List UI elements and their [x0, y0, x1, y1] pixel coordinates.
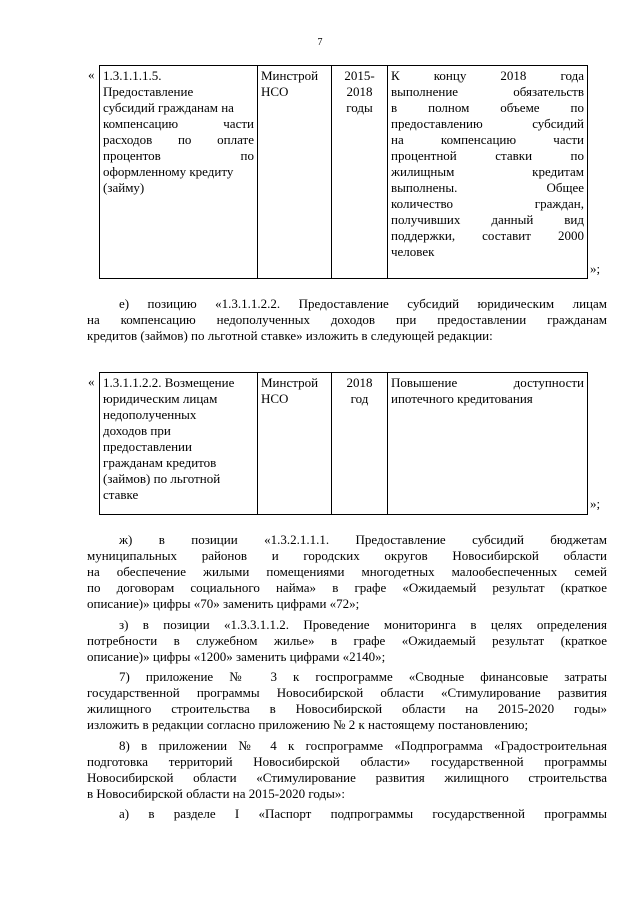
table2-col-executor [258, 373, 332, 515]
paragraph-line: по договорам социального найма» в графе «Ожидаемый результат (краткое [87, 580, 607, 595]
paragraph-line: ж) в позиции «1.3.2.1.1.1. Предоставление субсидий бюджетам [119, 532, 607, 547]
table1-col4-line: на компенсацию части [391, 132, 584, 147]
paragraph-e [87, 296, 607, 344]
table2-col-period [332, 373, 388, 515]
table2-col3-line: год [350, 391, 369, 406]
table1-col-result [388, 66, 588, 279]
table1-col4-line: процентной ставки по [391, 148, 584, 163]
table1-col3-line: 2018 [346, 84, 373, 99]
table1-col4-line: выполнение обязательств [391, 84, 584, 99]
table2-col1-line: юридическим лицам [103, 391, 218, 406]
paragraph-7 [87, 669, 607, 733]
table1-col1-line: субсидий гражданам на [103, 100, 234, 115]
table1-col4-line: в полном объеме по [391, 100, 584, 115]
table1-col4-line: получивших данный вид [391, 212, 584, 227]
table1-quote-open: « [88, 67, 95, 82]
table2-col1-line: (займов) по льготной [103, 471, 221, 486]
table1-col3-line: 2015- [344, 68, 375, 83]
table2-col1-line: доходов при [103, 423, 171, 438]
table2-col2-line: НСО [261, 391, 289, 406]
table2-col4-line: Повышение доступности [391, 375, 584, 390]
table2-col1-line: гражданам кредитов [103, 455, 217, 470]
table1-col4-line: жилищным кредитам [391, 164, 584, 179]
table2-col1-line: недополученных [103, 407, 197, 422]
table1-col1-line: компенсацию части [103, 116, 254, 131]
table1-col4-line: выполнены. Общее [391, 180, 584, 195]
table2-col-position [100, 373, 258, 515]
table1-col1-line: (займу) [103, 180, 145, 195]
table1-col1-line: расходов по оплате [103, 132, 254, 147]
paragraph-zh [87, 532, 607, 612]
table-1 [99, 65, 588, 279]
table1-col4-line: поддержки, составит 2000 [391, 228, 584, 243]
table2-col3-line: 2018 [346, 375, 373, 390]
paragraph-8 [87, 738, 607, 802]
table-2 [99, 372, 588, 515]
table1-col-period [332, 66, 388, 279]
paragraph-line: подготовка территорий Новосибирской области» государственной программы [87, 754, 607, 769]
paragraph-line: в Новосибирской области на 2015-2020 годы»: [87, 786, 345, 801]
table1-col4-line: количество граждан, [391, 196, 584, 211]
table2-col1-line: ставке [103, 487, 139, 502]
table1-col1-line: оформленному кредиту [103, 164, 234, 179]
table1-col1-line: Предоставление [103, 84, 194, 99]
table2-col1-line: 1.3.1.1.2.2. Возмещение [103, 375, 235, 390]
paragraph-line: 7) приложение № 3 к госпрограмме «Сводные финансовые затраты [119, 669, 607, 684]
paragraph-line: 8) в приложении № 4 к госпрограмме «Подпрограмма «Градостроительная [119, 738, 607, 753]
table1-col1-line: 1.3.1.1.1.5. [103, 68, 162, 83]
paragraph-line: изложить в редакции согласно приложению № 2 к настоящему постановлению; [87, 717, 529, 732]
paragraph-line: потребности в служебном жилье» в графе «Ожидаемый результат (краткое [87, 633, 607, 648]
paragraph-line: на компенсацию недополученных доходов при предоставлении гражданам [87, 312, 607, 327]
paragraph-line: Новосибирской области «Стимулирование развития жилищного строительства [87, 770, 607, 785]
paragraph-line: муниципальных районов и городских округов Новосибирской области [87, 548, 607, 563]
table2-col1-line: предоставлении [103, 439, 192, 454]
table1-col4-line: К концу 2018 года [391, 68, 584, 83]
table1-col4-line: человек [391, 244, 435, 259]
table1-col2-line: НСО [261, 84, 289, 99]
table1-col-position [100, 66, 258, 279]
paragraph-line: на обеспечение жилыми помещениями многодетных малообеспеченных семей [87, 564, 607, 579]
paragraph-a [87, 806, 607, 822]
table1-col-executor [258, 66, 332, 279]
table1-col4-line: предоставлению субсидий [391, 116, 584, 131]
paragraph-line: государственной программы Новосибирской области «Стимулирование развития [87, 685, 607, 700]
paragraph-line: жилищного строительства в Новосибирской области на 2015-2020 годы» [87, 701, 607, 716]
table1-col2-line: Минстрой [261, 68, 319, 83]
table2-col4-line: ипотечного кредитования [391, 391, 533, 406]
table1-col3-line: годы [346, 100, 373, 115]
paragraph-line: кредитов (займов) по льготной ставке» изложить в следующей редакции: [87, 328, 493, 343]
table1-col1-line: процентов по [103, 148, 254, 163]
table1-quote-close: »; [590, 261, 601, 276]
table2-col2-line: Минстрой [261, 375, 319, 390]
table2-quote-open: « [88, 374, 95, 389]
paragraph-line: а) в разделе I «Паспорт подпрограммы государственной программы [119, 806, 607, 821]
paragraph-line: з) в позиции «1.3.3.1.1.2. Проведение мониторинга в целях определения [119, 617, 607, 632]
table2-col-result [388, 373, 588, 515]
paragraph-line: е) позицию «1.3.1.1.2.2. Предоставление субсидий юридическим лицам [119, 296, 607, 311]
table2-quote-close: »; [590, 496, 601, 511]
paragraph-line: описание)» цифры «70» заменить цифрами «72»; [87, 596, 360, 611]
page-number: 7 [317, 37, 323, 48]
paragraph-line: описание)» цифры «1200» заменить цифрами «2140»; [87, 649, 386, 664]
paragraph-z [87, 617, 607, 665]
